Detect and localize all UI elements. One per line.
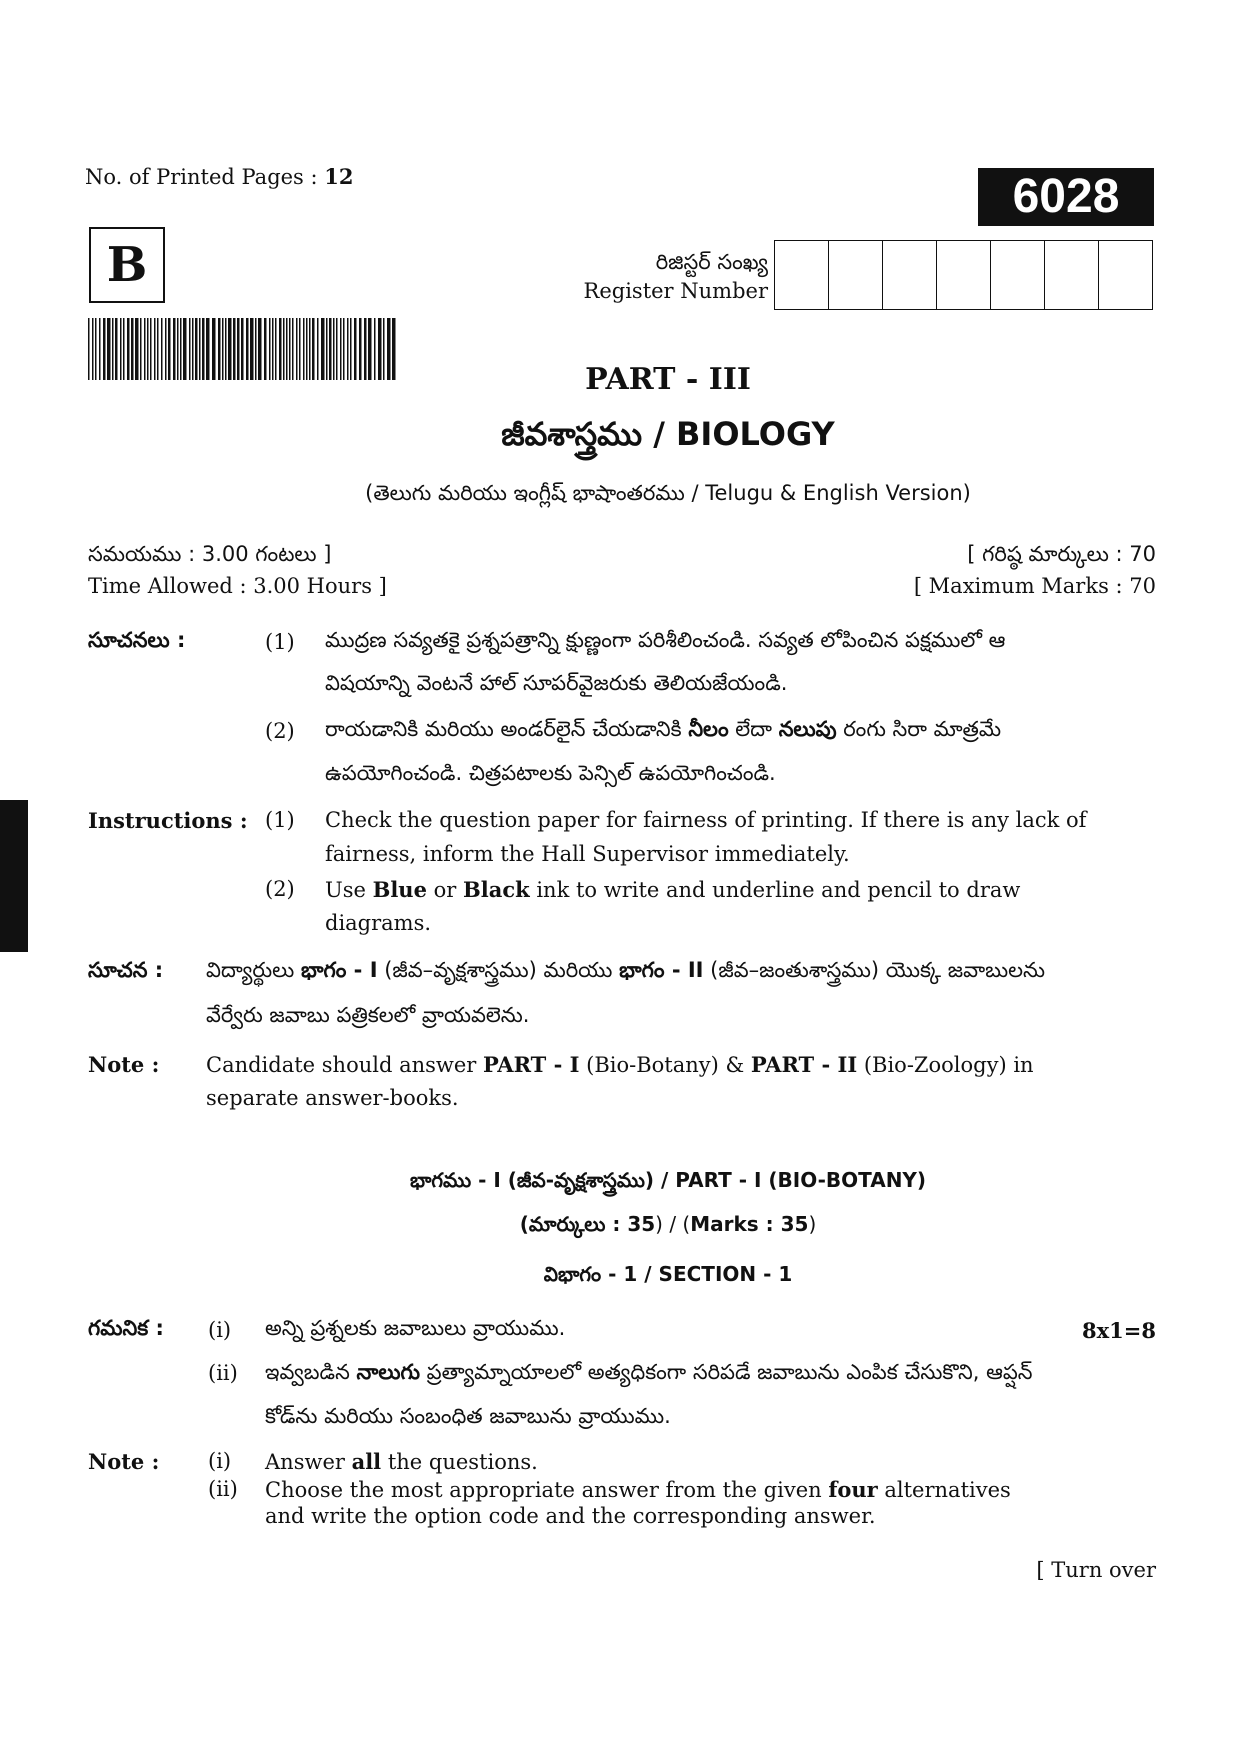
part1-marks [48, 1212, 1240, 1241]
set-letter: B [89, 227, 165, 303]
instr-en-1-num: (1) [265, 808, 295, 832]
text-span: రాయడానికి మరియు అండర్‌లైన్ చేయడానికి [325, 717, 689, 741]
version-line: (తెలుగు మరియు ఇంగ్లీష్ భాషాంతరము / Telugu & English Version) [365, 481, 971, 505]
instr-en-2-num: (2) [265, 877, 295, 901]
section-marks: 8x1=8 [1082, 1318, 1156, 1343]
text-span: Use [325, 878, 373, 902]
turn-over: [ Turn over [1036, 1558, 1156, 1582]
text-span: the questions. [381, 1450, 538, 1474]
printed-pages-value: 12 [324, 164, 354, 189]
instr-te-1-line2: విషయాన్ని వెంటనే హాల్ సూపర్‌వైజరుకు తెలియజేయండి. [325, 671, 788, 695]
instr-en-1-line2: fairness, inform the Hall Supervisor immediately. [325, 842, 850, 866]
register-cell[interactable] [883, 241, 937, 309]
register-cell[interactable] [829, 241, 883, 309]
text-span: ) / ( [655, 1212, 691, 1236]
text-span: ఇవ్వబడిన [265, 1360, 357, 1384]
instructions-en-label: Instructions : [88, 808, 248, 833]
all-word: all [351, 1449, 382, 1474]
marks-te: [ గరిష్ఠ మార్కులు : 70 [967, 542, 1156, 566]
register-label-en: Register Number [583, 279, 768, 303]
instr-te-2-line1 [325, 717, 1001, 747]
subject-title: జీవశాస్త్రము / BIOLOGY [501, 415, 835, 453]
note-en-line1 [206, 1052, 1034, 1077]
note-te-line1 [206, 958, 1045, 988]
text-span: (Bio-Zoology) in [857, 1053, 1034, 1077]
black-word: Black [462, 877, 530, 902]
note-en-line2: separate answer-books. [206, 1086, 459, 1110]
instr-en-2-line2: diagrams. [325, 911, 432, 935]
section-en-ii-num: (ii) [208, 1477, 238, 1501]
register-number-grid[interactable] [774, 240, 1153, 310]
printed-pages-label: No. of Printed Pages : [85, 165, 318, 189]
blue-word: Blue [372, 877, 427, 902]
text-span: Choose the most appropriate answer from the given [265, 1478, 829, 1502]
note-te-label: సూచన : [88, 958, 164, 982]
section-te-ii-num: (ii) [208, 1361, 238, 1385]
printed-pages [85, 164, 354, 189]
text-span: ink to write and underline and pencil to draw [529, 878, 1021, 902]
text-span: (జీవ–జంతుశాస్త్రము) యొక్క జవాబులను [703, 958, 1046, 982]
register-cell[interactable] [775, 241, 829, 309]
text-span: ) [808, 1212, 817, 1236]
text-span: (Bio-Botany) & [579, 1053, 751, 1077]
text-span: Answer [265, 1450, 352, 1474]
time-te: సమయము : 3.00 గంటలు ] [88, 542, 332, 566]
register-cell[interactable] [991, 241, 1045, 309]
instr-te-1-num: (1) [265, 630, 295, 654]
part-ref: భాగం - I [300, 958, 378, 982]
section-note-te-label: గమనిక : [88, 1316, 164, 1340]
instr-te-1-line1: ముద్రణ సవ్యతకై ప్రశ్నపత్రాన్ని క్షుణ్ణంగా పరిశీలించండి. సవ్యత లోపించిన పక్షములో ఆ [325, 628, 1006, 652]
section-te-i-num: (i) [208, 1318, 232, 1342]
text-span: alternatives [877, 1478, 1011, 1502]
text-span: రంగు సిరా మాత్రమే [836, 717, 1002, 741]
section-en-ii-line1 [265, 1477, 1011, 1502]
note-te-line2: వేర్వేరు జవాబు పత్రికలలో వ్రాయవలెను. [206, 1003, 530, 1027]
register-cell[interactable] [1099, 241, 1152, 309]
part1-heading: భాగము - I (జీవ-వృక్షశాస్త్రము) / PART - I (BIO-BOTANY) [409, 1168, 927, 1192]
black-word: నలుపు [778, 717, 837, 741]
instr-en-2-line1 [325, 877, 1020, 902]
part-ref: PART - I [483, 1052, 580, 1077]
blue-word: నీలం [688, 717, 729, 741]
part-ref: PART - II [750, 1052, 858, 1077]
marks-en: [ Maximum Marks : 70 [913, 574, 1156, 598]
text-span: or [426, 878, 463, 902]
text-span: (మార్కులు : 35 [519, 1212, 656, 1236]
four-word: నాలుగు [356, 1360, 420, 1384]
section-en-ii-line2: and write the option code and the corresponding answer. [265, 1504, 876, 1528]
part-ref: భాగం - II [619, 958, 704, 982]
section-heading: విభాగం - 1 / SECTION - 1 [543, 1262, 793, 1286]
register-label-te: రిజిస్టర్ సంఖ్య [655, 250, 768, 274]
section-en-i-num: (i) [208, 1449, 232, 1473]
section-en-i-text [265, 1449, 538, 1474]
text-span: Candidate should answer [206, 1053, 484, 1077]
text-span: లేదా [728, 717, 779, 741]
text-span: (జీవ–వృక్షశాస్త్రము) మరియు [377, 958, 620, 982]
register-cell[interactable] [1045, 241, 1099, 309]
instructions-te-label: సూచనలు : [88, 628, 186, 652]
section-te-ii-line2: కోడ్‌ను మరియు సంబంధిత జవాబును వ్రాయుము. [265, 1404, 671, 1428]
instr-te-2-line2: ఉపయోగించండి. చిత్రపటాలకు పెన్సిల్ ఉపయోగించండి. [325, 761, 776, 785]
section-te-ii-line1 [265, 1360, 1033, 1390]
edge-mark [0, 800, 28, 952]
section-te-i-text: అన్ని ప్రశ్నలకు జవాబులు వ్రాయుము. [265, 1316, 566, 1340]
text-span: ప్రత్యామ్నాయాలలో అత్యధికంగా సరిపడే జవాబును ఎంపిక చేసుకొని, ఆప్షన్ [419, 1360, 1033, 1384]
paper-code: 6028 [978, 168, 1154, 226]
text-span: విద్యార్థులు [206, 958, 301, 982]
text-span: Marks : 35 [690, 1212, 809, 1236]
four-word: four [828, 1477, 878, 1502]
instr-te-2-num: (2) [265, 719, 295, 743]
instr-en-1-line1: Check the question paper for fairness of printing. If there is any lack of [325, 808, 1087, 832]
register-cell[interactable] [937, 241, 991, 309]
section-note-en-label: Note : [88, 1449, 160, 1474]
time-en: Time Allowed : 3.00 Hours ] [88, 574, 387, 598]
note-en-label: Note : [88, 1052, 160, 1077]
part-title: PART - III [585, 362, 751, 397]
